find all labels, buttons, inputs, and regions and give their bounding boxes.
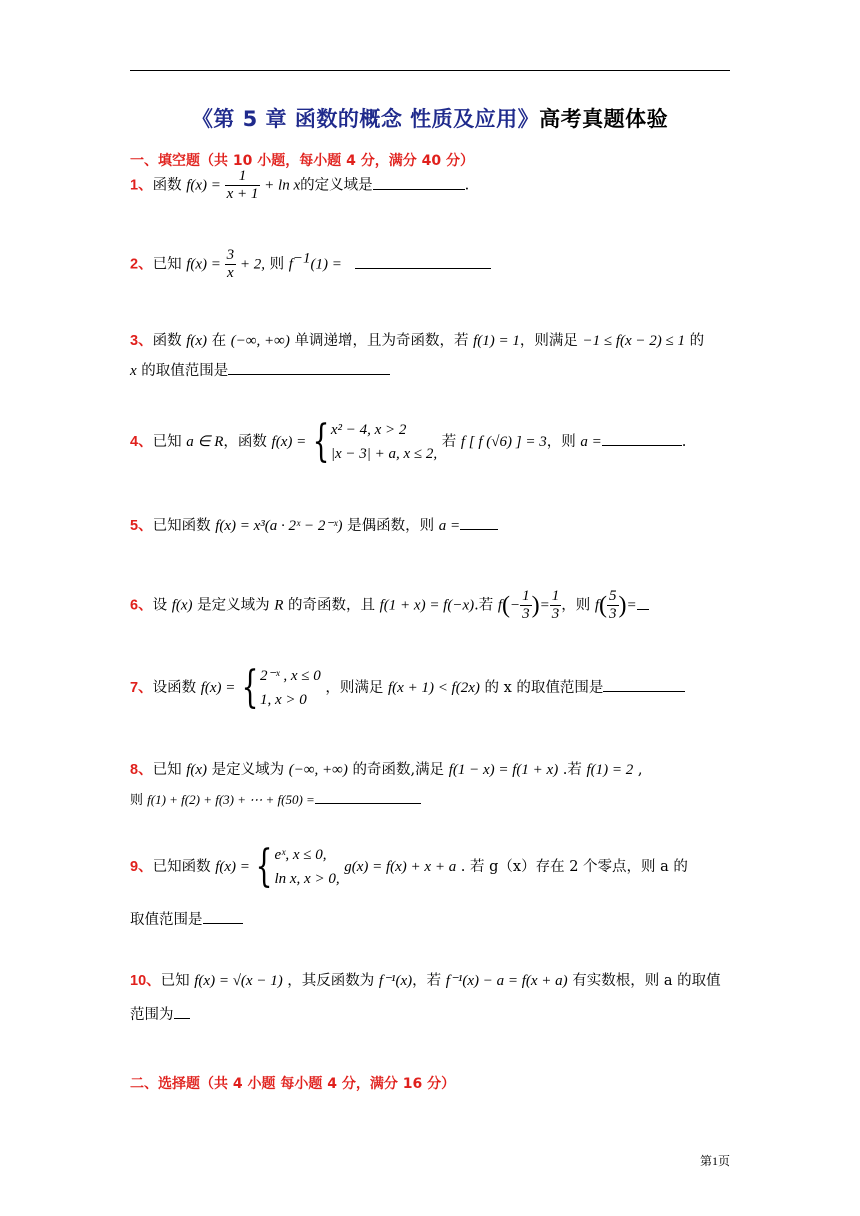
- answer-blank[interactable]: [315, 789, 421, 804]
- answer-blank[interactable]: [228, 360, 390, 375]
- answer-blank[interactable]: [355, 254, 491, 269]
- section-heading-fill-in: 一、填空题（共 10 小题，每小题 4 分，满分 40 分）: [130, 153, 474, 169]
- page-number: 第1页: [699, 1154, 730, 1168]
- question-4: 4、已知 a ∈ R，函数 f(x) = { x² − 4, x > 2 |x − 3| + a, x ≤ 2, 若 f [ f (√6) ] = 3，则 a = .: [130, 416, 687, 467]
- page-title: 《第 5 章 函数的概念 性质及应用》高考真题体验: [191, 107, 669, 131]
- top-rule: [130, 70, 730, 71]
- answer-blank[interactable]: [460, 515, 498, 530]
- question-6: 6、设 f(x) 是定义域为 R 的奇函数，且 f(1 + x) = f(−x).若 f(− $\frac{1}{3}$ )= $\frac{1}{3}$ ，则 f( $\frac{5}{3}$ )=: [130, 588, 730, 623]
- answer-blank[interactable]: [602, 431, 682, 446]
- question-5: 5、已知函数 f(x) = x³(a · 2ˣ − 2⁻ˣ) 是偶函数，则 a =: [130, 515, 730, 537]
- question-10: 10、已知 f(x) = √(x − 1) ，其反函数为 f⁻¹(x)，若 f⁻¹(x) − a = f(x + a) 有实数根，则 a 的取值 范围为: [130, 973, 721, 1023]
- question-9: 9、已知函数 f(x) = { eˣ, x ≤ 0, ln x, x > 0, g(x) = f(x) + x + a . 若 g（x）存在 2 个零点，则 a 的 取值范围是: [130, 841, 688, 928]
- answer-blank[interactable]: [174, 1004, 190, 1019]
- answer-blank[interactable]: [603, 677, 685, 692]
- question-1: 1、函数 f(x) = $\frac{1}{x + 1}$ + ln x的定义域是 .: [130, 168, 470, 202]
- question-2: 2、已知 f(x) = $\frac{3}{x}$ + 2, 则 $f^{-1}(1)$ =: [130, 247, 730, 282]
- question-3: 3、函数 f(x) 在 (−∞, +∞) 单调递增，且为奇函数，若 f(1) = 1，则满足 −1 ≤ f(x − 2) ≤ 1 的 x 的取值范围是: [130, 333, 705, 379]
- answer-blank[interactable]: [373, 175, 465, 190]
- question-7: 7、设函数 f(x) = { 2⁻ˣ , x ≤ 0 1, x > 0 ，则满足 f(x + 1) < f(2x) 的 x 的取值范围是: [130, 664, 730, 712]
- section-heading-choice: 二、选择题（共 4 小题 每小题 4 分，满分 16 分）: [130, 1076, 456, 1092]
- question-8: 8、已知 f(x) 是定义域为 (−∞, +∞) 的奇函数,满足 f(1 − x) = f(1 + x) .若 f(1) = 2 , 则 f(1) + f(2) + f(3) + ⋯ + f(50) =: [130, 762, 643, 808]
- answer-blank[interactable]: [637, 595, 649, 610]
- answer-blank[interactable]: [203, 909, 243, 924]
